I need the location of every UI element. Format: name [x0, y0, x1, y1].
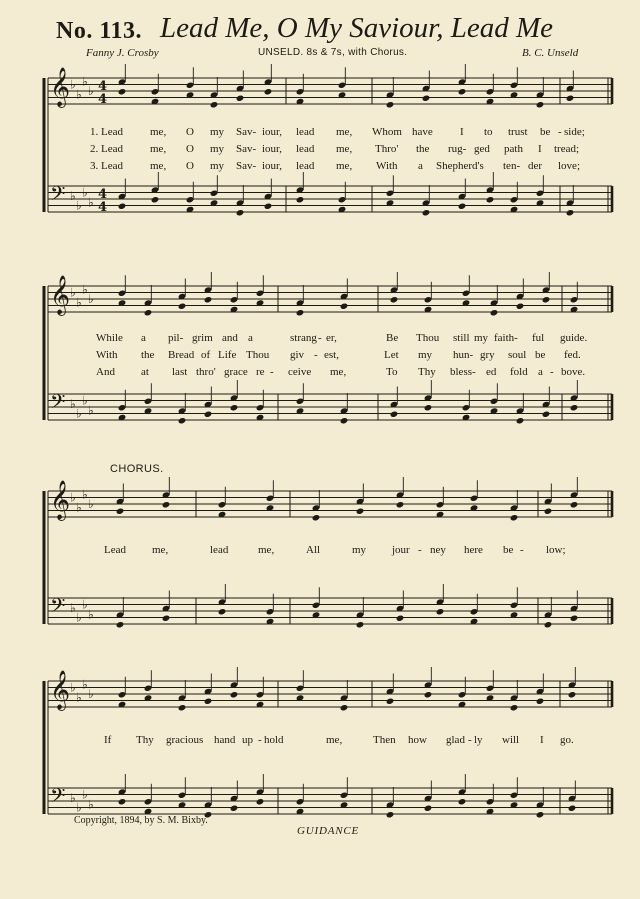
lyric-word: Lead — [104, 544, 126, 556]
lyric-word: lead — [296, 143, 315, 155]
flat-icon: ♭ — [88, 497, 94, 511]
flat-icon: ♭ — [70, 77, 76, 92]
note-head — [510, 514, 519, 521]
flat-icon: ♭ — [88, 687, 94, 701]
lyric-word: me, — [336, 160, 353, 172]
treble-clef-icon: 𝄞 — [50, 480, 71, 520]
lyric-word: up — [242, 734, 253, 746]
lyric-word: be — [503, 544, 514, 556]
lyric-word: Then — [373, 734, 396, 746]
lyric-word: will — [502, 734, 520, 746]
bass-clef-icon: 𝄢 — [50, 594, 66, 622]
lyric-word: hun- — [453, 349, 474, 361]
lyric-word: lead — [210, 544, 229, 556]
lyric-word: jour — [392, 544, 410, 556]
lyric-word: ed — [486, 366, 497, 378]
lyric-word: - — [520, 544, 524, 556]
lyric-word: hand — [214, 734, 236, 746]
lyric-word: love; — [558, 160, 580, 172]
lyric-word: me, — [336, 143, 353, 155]
copyright-notice: Copyright, 1894, by S. M. Bixby. — [74, 815, 208, 826]
lyric-word: To — [386, 366, 398, 378]
note-head — [568, 805, 577, 812]
note-head — [536, 811, 545, 818]
lyric-word: - — [468, 734, 472, 746]
lyric-word: hold — [264, 734, 284, 746]
lyric-word: the — [416, 143, 430, 155]
note-head — [340, 303, 349, 310]
lyric-word: re — [256, 366, 265, 378]
lyric-word: der — [528, 160, 543, 172]
flat-icon: ♭ — [76, 295, 82, 310]
note-head — [566, 95, 575, 102]
lyric-word: thro' — [196, 366, 216, 378]
flat-icon: ♭ — [82, 185, 88, 200]
flat-icon: ♭ — [70, 790, 76, 805]
note-head — [296, 309, 305, 316]
flat-icon: ♭ — [88, 292, 94, 306]
lyric-word: faith- — [494, 332, 518, 344]
note-head — [570, 501, 579, 508]
note-head — [210, 101, 219, 108]
note-head — [570, 615, 579, 622]
note-head — [386, 101, 395, 108]
bass-clef-icon: 𝄢 — [50, 390, 66, 418]
lyric-word: ful — [532, 332, 545, 344]
note-head — [570, 404, 579, 411]
hymn-number: No. 113. — [56, 18, 143, 44]
flat-icon: ♭ — [88, 195, 94, 210]
lyric-word: ceive — [288, 366, 312, 378]
flat-icon: ♭ — [70, 188, 76, 203]
flat-icon: ♭ — [76, 198, 82, 213]
lyric-word: bless- — [450, 366, 476, 378]
flat-icon: ♭ — [82, 677, 88, 692]
lyric-word: Shepherd's — [436, 160, 484, 172]
lyric-word: my — [474, 332, 489, 344]
flat-icon: ♭ — [82, 393, 88, 408]
lyric-word: a — [248, 332, 253, 344]
flat-icon: ♭ — [76, 610, 82, 625]
note-head — [566, 209, 575, 216]
note-head — [510, 704, 519, 711]
lyric-word: how — [408, 734, 427, 746]
lyric-word: path — [504, 143, 523, 155]
note-head — [490, 309, 499, 316]
lyric-word: tread; — [554, 143, 580, 155]
note-heads — [116, 64, 579, 818]
lyric-word: est, — [324, 349, 339, 361]
lyric-word: ney — [430, 544, 446, 556]
lyric-word: All — [306, 544, 321, 556]
lyric-word: iour, — [262, 143, 283, 155]
note-head — [151, 196, 160, 203]
lyric-word: ged — [474, 143, 490, 155]
note-head — [162, 501, 171, 508]
tune-name: UNSELD. 8s & 7s, with Chorus. — [258, 47, 408, 58]
flat-icon: ♭ — [70, 600, 76, 615]
lyric-word: my — [418, 349, 433, 361]
lyric-word: have — [412, 126, 433, 138]
note-head — [386, 698, 395, 705]
bass-clef-icon: 𝄢 — [50, 784, 66, 812]
note-head — [386, 811, 395, 818]
lyric-line-chorus1 — [0, 544, 640, 559]
lyric-word: fold — [510, 366, 528, 378]
lyric-word: a — [141, 332, 146, 344]
flat-icon: ♭ — [76, 800, 82, 815]
lyric-word: - — [318, 332, 322, 344]
lyric-word: er, — [326, 332, 337, 344]
time-signature-top: 4 — [98, 79, 108, 94]
note-head — [536, 698, 545, 705]
staff-lines — [44, 67, 612, 815]
note-head — [230, 691, 239, 698]
lyric-word: still — [453, 332, 470, 344]
lyric-word: iour, — [262, 160, 283, 172]
note-head — [516, 417, 525, 424]
note-head — [390, 296, 399, 303]
note-head — [230, 404, 239, 411]
lyric-word: With — [96, 349, 118, 361]
time-signature-top: 4 — [98, 187, 108, 202]
note-head — [542, 296, 551, 303]
lyric-word: me, — [150, 143, 167, 155]
lyric-word: lead — [296, 160, 315, 172]
lyric-word: rug- — [448, 143, 467, 155]
lyric-word: a — [538, 366, 543, 378]
lyric-word: me, — [330, 366, 347, 378]
note-head — [516, 303, 525, 310]
note-head — [542, 411, 551, 418]
lyric-word: grace — [224, 366, 248, 378]
note-head — [458, 798, 467, 805]
lyric-word: gry — [480, 349, 495, 361]
lyric-word: go. — [560, 734, 574, 746]
lyric-word: me, — [150, 160, 167, 172]
flat-icon: ♭ — [88, 84, 94, 98]
lyric-word: I — [538, 143, 542, 155]
hymn-author: Fanny J. Crosby — [86, 47, 159, 59]
lyric-word: lead — [296, 126, 315, 138]
flat-icon: ♭ — [82, 487, 88, 502]
note-head — [458, 88, 467, 95]
lyric-word: - — [558, 126, 562, 138]
note-head — [204, 411, 213, 418]
note-head — [356, 621, 365, 628]
note-head — [424, 805, 433, 812]
note-head — [422, 95, 431, 102]
lyric-word: - — [314, 349, 318, 361]
lyric-word: O — [186, 160, 194, 172]
note-head — [178, 417, 187, 424]
lyric-word: With — [376, 160, 398, 172]
note-head — [178, 704, 187, 711]
note-head — [264, 88, 273, 95]
lyric-word: I — [540, 734, 544, 746]
lyric-word: Thy — [136, 734, 154, 746]
note-head — [118, 798, 127, 805]
flat-icon: ♭ — [82, 597, 88, 612]
bass-clef-icon: 𝄢 — [50, 182, 66, 210]
lyric-line-verse3-part2 — [0, 366, 640, 381]
hymn-composer: B. C. Unseld — [522, 47, 579, 59]
note-head — [424, 691, 433, 698]
note-head — [422, 209, 431, 216]
lyric-word: glad — [446, 734, 465, 746]
lyric-word: 3. Lead — [90, 160, 123, 172]
flat-icon: ♭ — [88, 403, 94, 418]
note-head — [204, 698, 213, 705]
flat-icon: ♭ — [70, 285, 76, 300]
lyric-word: pil- — [168, 332, 184, 344]
flat-icon: ♭ — [88, 607, 94, 622]
lyric-word: my — [210, 143, 225, 155]
lyric-word: O — [186, 143, 194, 155]
note-head — [536, 101, 545, 108]
note-head — [340, 417, 349, 424]
lyric-word: 2. Lead — [90, 143, 123, 155]
flat-icon: ♭ — [70, 680, 76, 695]
lyric-word: If — [104, 734, 112, 746]
lyric-word: ten- — [503, 160, 521, 172]
lyric-word: my — [352, 544, 367, 556]
lyric-line-verse1-part2 — [0, 332, 640, 347]
time-signature-bottom: 4 — [98, 200, 108, 215]
note-head — [118, 203, 127, 210]
lyric-word: and — [222, 332, 238, 344]
lyric-word: While — [96, 332, 123, 344]
flat-icon: ♭ — [88, 797, 94, 812]
note-head — [544, 621, 553, 628]
flat-icon: ♭ — [76, 406, 82, 421]
note-head — [118, 88, 127, 95]
lyric-line-verse3-part1 — [0, 160, 640, 175]
lyric-line-verse2-part1 — [0, 143, 640, 158]
note-head — [356, 508, 365, 515]
lyric-word: Thy — [418, 366, 436, 378]
lyric-word: the — [141, 349, 155, 361]
lyric-word: bove. — [561, 366, 586, 378]
note-head — [396, 501, 405, 508]
lyric-word: strang — [290, 332, 317, 344]
lyric-word: - — [270, 366, 274, 378]
note-head — [340, 704, 349, 711]
lyric-word: Let — [384, 349, 399, 361]
lyric-word: of — [201, 349, 211, 361]
lyric-word: Thou — [416, 332, 440, 344]
note-head — [144, 309, 153, 316]
note-head — [486, 196, 495, 203]
lyric-word: me, — [258, 544, 275, 556]
note-head — [178, 303, 187, 310]
lyric-word: - — [550, 366, 554, 378]
note-head — [436, 608, 445, 615]
lyric-word: side; — [564, 126, 585, 138]
lyric-word: me, — [336, 126, 353, 138]
lyric-word: Be — [386, 332, 399, 344]
lyric-word: soul — [508, 349, 527, 361]
note-head — [458, 203, 467, 210]
lyric-word: Thro' — [375, 143, 399, 155]
lyric-word: low; — [546, 544, 566, 556]
lyric-word: Thou — [246, 349, 270, 361]
flat-icon: ♭ — [82, 787, 88, 802]
lyric-word: Life — [218, 349, 237, 361]
note-head — [236, 95, 245, 102]
lyric-word: gracious — [166, 734, 204, 746]
lyric-word: ly — [474, 734, 483, 746]
lyric-word: to — [484, 126, 493, 138]
note-head — [204, 296, 213, 303]
time-signature-bottom: 4 — [98, 92, 108, 107]
lyric-word: fed. — [564, 349, 581, 361]
note-head — [116, 621, 125, 628]
lyric-word: a — [418, 160, 423, 172]
lyric-word: I — [460, 126, 464, 138]
lyric-word: my — [210, 126, 225, 138]
flat-icon: ♭ — [70, 490, 76, 505]
note-head — [116, 508, 125, 515]
lyric-word: 1. Lead — [90, 126, 123, 138]
lyric-word: be — [535, 349, 546, 361]
treble-clef-icon: 𝄞 — [50, 67, 71, 107]
flat-icon: ♭ — [82, 282, 88, 297]
lyric-word: O — [186, 126, 194, 138]
note-head — [312, 514, 321, 521]
flat-icon: ♭ — [82, 74, 88, 89]
treble-clef-icon: 𝄞 — [50, 275, 71, 315]
lyric-word: grim — [192, 332, 213, 344]
flat-icon: ♭ — [76, 500, 82, 515]
lyric-word: Whom — [372, 126, 402, 138]
note-head — [396, 615, 405, 622]
lyric-word: here — [464, 544, 483, 556]
lyric-word: iour, — [262, 126, 283, 138]
note-head — [390, 411, 399, 418]
note-head — [568, 691, 577, 698]
note-head — [218, 608, 227, 615]
lyric-line-verse1-part1 — [0, 126, 640, 141]
flat-icon: ♭ — [76, 690, 82, 705]
lyric-line-verse2-part2 — [0, 349, 640, 364]
lyric-word: my — [210, 160, 225, 172]
lyric-word: me, — [326, 734, 343, 746]
note-head — [230, 805, 239, 812]
lyric-word: giv — [290, 349, 305, 361]
lyric-word: me, — [150, 126, 167, 138]
lyric-word: And — [96, 366, 115, 378]
note-head — [162, 615, 171, 622]
lyric-word: me, — [152, 544, 169, 556]
lyric-word: trust — [508, 126, 528, 138]
topic-label: GUIDANCE — [297, 825, 360, 837]
hymn-title: Lead Me, O My Saviour, Lead Me — [160, 12, 554, 44]
lyric-line-chorus2 — [0, 734, 640, 749]
lyric-word: Sav- — [236, 160, 257, 172]
lyric-word: Sav- — [236, 126, 257, 138]
lyric-word: - — [258, 734, 262, 746]
lyric-word: at — [141, 366, 149, 378]
flat-icon: ♭ — [76, 87, 82, 102]
note-head — [236, 209, 245, 216]
note-head — [296, 196, 305, 203]
note-head — [256, 798, 265, 805]
flat-icon: ♭ — [70, 396, 76, 411]
note-head — [424, 404, 433, 411]
treble-clef-icon: 𝄞 — [50, 670, 71, 710]
lyric-word: Bread — [168, 349, 195, 361]
lyric-word: be — [540, 126, 551, 138]
lyric-word: - — [418, 544, 422, 556]
note-head — [264, 203, 273, 210]
lyric-word: last — [172, 366, 188, 378]
chorus-label: CHORUS. — [110, 463, 164, 475]
lyric-word: guide. — [560, 332, 588, 344]
note-head — [544, 508, 553, 515]
lyric-word: Sav- — [236, 143, 257, 155]
